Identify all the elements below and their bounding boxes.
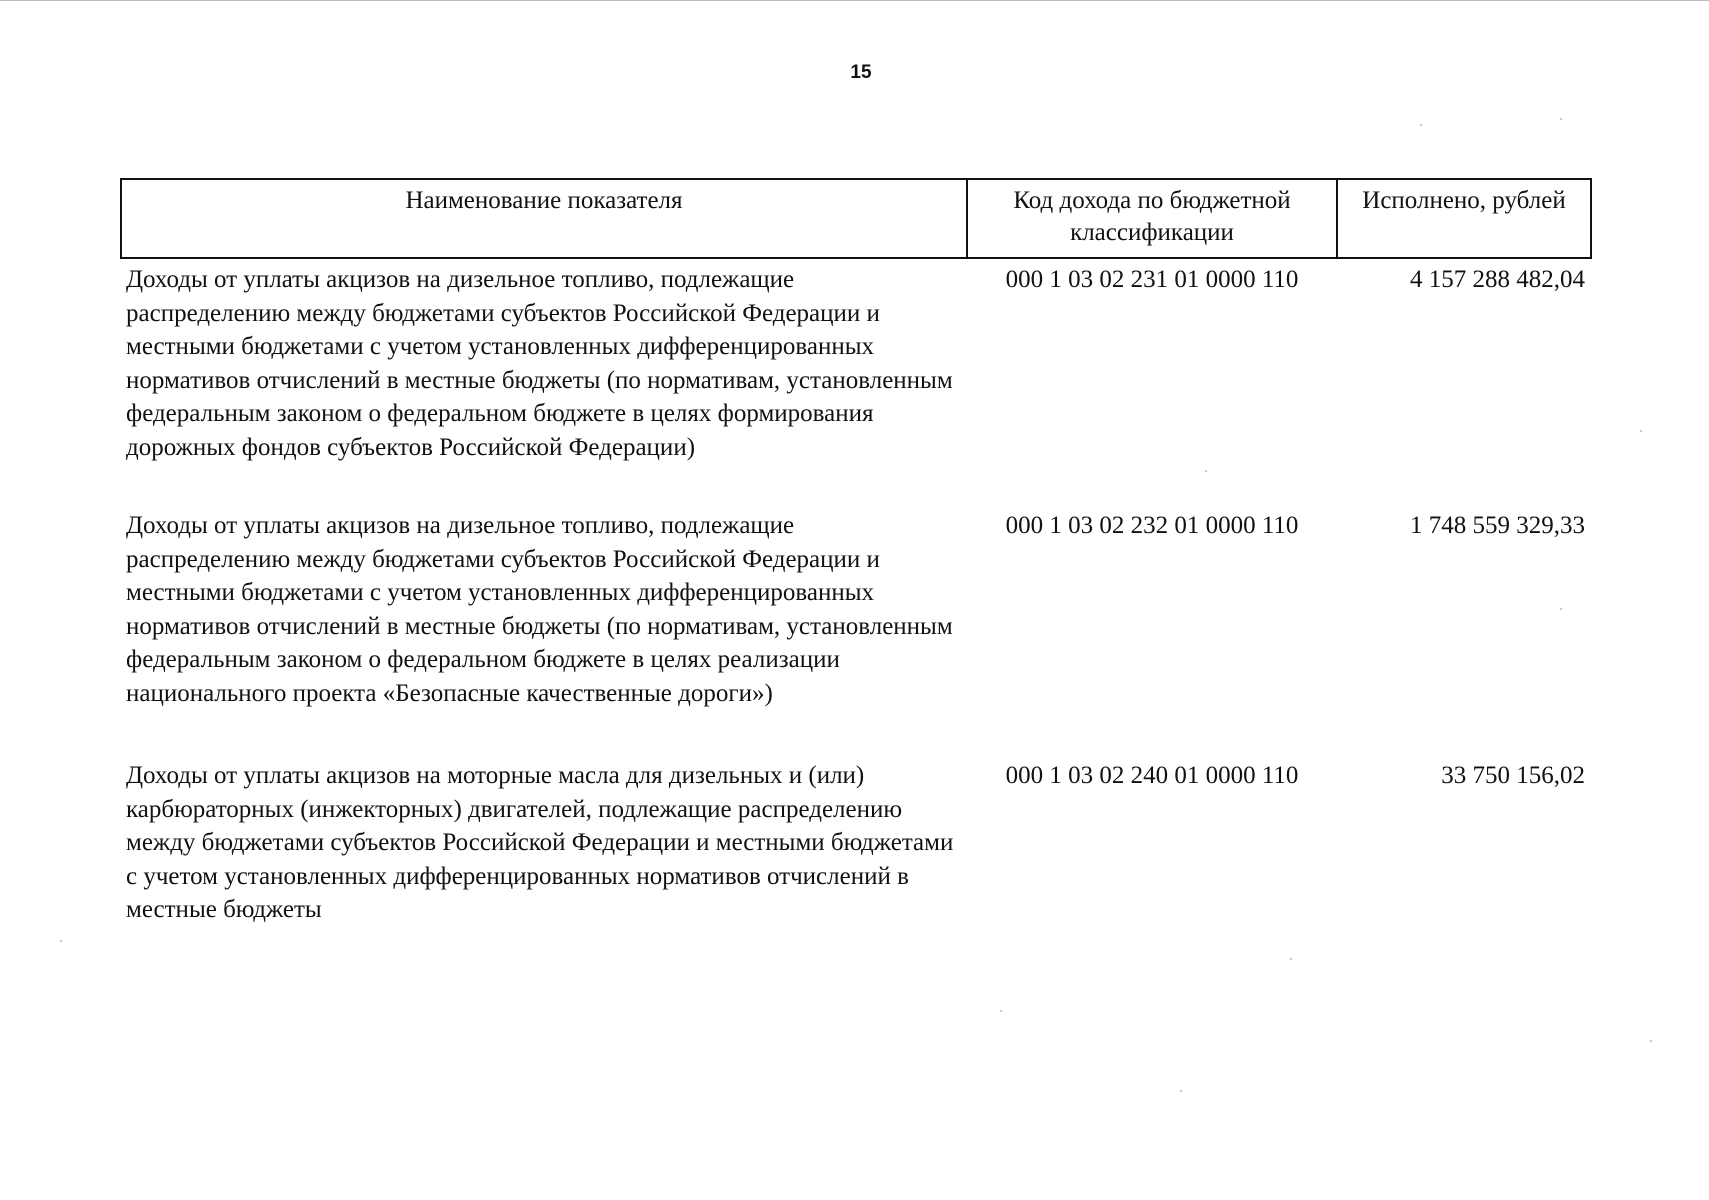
header-executed-amount: Исполнено, рублей bbox=[1337, 179, 1591, 258]
table-row bbox=[121, 258, 1591, 509]
scan-speck bbox=[1650, 1040, 1652, 1042]
header-row bbox=[121, 179, 1591, 258]
row-budget-code: 000 1 03 02 231 01 0000 110 bbox=[1005, 266, 1299, 293]
table-row bbox=[121, 759, 1591, 939]
row-budget-code: 000 1 03 02 232 01 0000 110 bbox=[1005, 512, 1299, 539]
row-budget-code: 000 1 03 02 240 01 0000 110 bbox=[1005, 762, 1299, 789]
scan-speck bbox=[1640, 430, 1642, 432]
row-indicator-name: Доходы от уплаты акцизов на дизельное топливо, подлежащие распределению между бюджетами субъектов Российской Федерации и местными бюджетами с учетом установленных дифференцированных нормативов отчислений в местные бюджеты (по нормативам, установленным федеральным законом о федеральном бюджете в целях реализации национального проекта «Безопасные качественные дороги») bbox=[126, 512, 953, 707]
header-budget-code: Код дохода по бюджетной классификации bbox=[967, 179, 1337, 258]
row-executed-amount: 4 157 288 482,04 bbox=[1410, 266, 1585, 293]
scan-top-edge bbox=[0, 0, 1709, 1]
revenue-table-container bbox=[120, 178, 1590, 939]
scan-speck bbox=[1205, 470, 1207, 472]
table-header bbox=[121, 179, 1591, 258]
row-indicator-name: Доходы от уплаты акцизов на моторные масла для дизельных и (или) карбюраторных (инжекторных) двигателей, подлежащие распределению между бюджетами субъектов Российской Федерации и местными бюджетами с учетом установленных дифференцированных нормативов отчислений в местные бюджеты bbox=[126, 762, 954, 924]
scan-speck bbox=[1420, 124, 1422, 126]
scan-speck bbox=[1180, 1090, 1182, 1092]
table-row bbox=[121, 509, 1591, 759]
table-body bbox=[121, 258, 1591, 939]
page-number: 15 bbox=[850, 62, 872, 83]
row-executed-amount: 33 750 156,02 bbox=[1441, 762, 1585, 789]
scan-speck bbox=[1000, 1010, 1002, 1012]
scan-speck bbox=[1560, 608, 1562, 610]
row-indicator-name: Доходы от уплаты акцизов на дизельное топливо, подлежащие распределению между бюджетами субъектов Российской Федерации и местными бюджетами с учетом установленных дифференцированных нормативов отчислений в местные бюджеты (по нормативам, установленным федеральным законом о федеральном бюджете в целях формирования дорожных фондов субъектов Российской Федерации) bbox=[126, 266, 953, 461]
scan-speck bbox=[1290, 958, 1292, 960]
scan-speck bbox=[1560, 118, 1562, 120]
scan-speck bbox=[60, 940, 62, 942]
revenue-table bbox=[120, 178, 1592, 939]
header-indicator-name: Наименование показателя bbox=[121, 179, 967, 258]
row-executed-amount: 1 748 559 329,33 bbox=[1410, 512, 1585, 539]
